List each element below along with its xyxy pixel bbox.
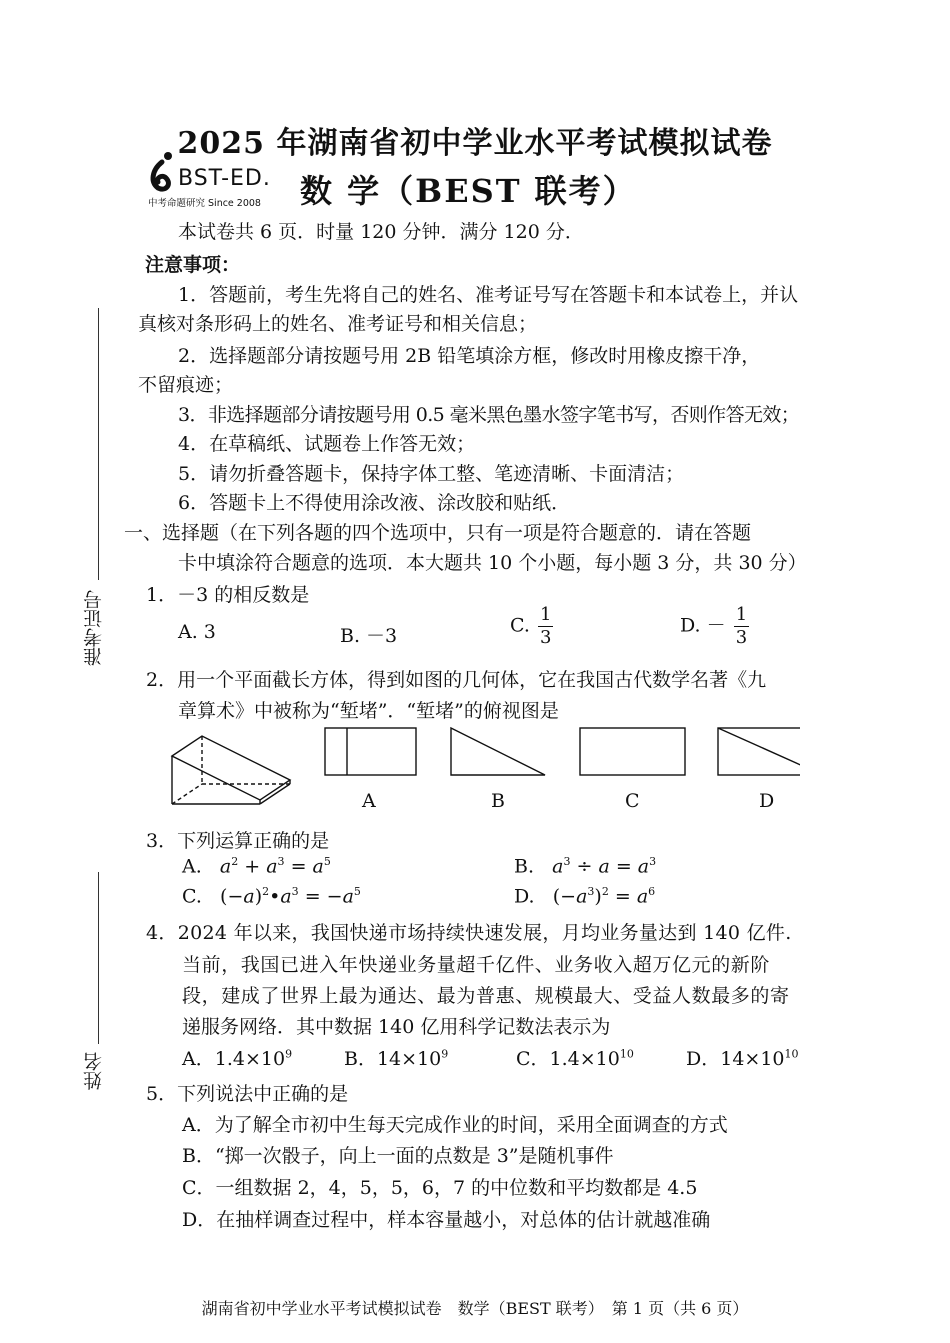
q4-line-4: 递服务网络．其中数据 140 亿用科学记数法表示为: [182, 1016, 611, 1038]
q3-option-c: C. $(-a)^2•a^3 = -a^5$: [182, 885, 361, 908]
q1-d-denominator: 3: [735, 627, 748, 648]
q4-d-exp: 10: [784, 1047, 799, 1061]
q5-option-c: C．一组数据 2，4，5，5，6，7 的中位数和平均数都是 4.5: [182, 1177, 698, 1199]
q2-stem-2: 章算术》中被称为“堑堵”．“堑堵”的俯视图是: [178, 700, 559, 722]
q4-c-exp: 10: [619, 1047, 634, 1061]
q4-option-a: [182, 1044, 292, 1071]
note-6: 6．答题卡上不得使用涂改液、涂改胶和贴纸．: [178, 492, 571, 514]
option-a-figure: [325, 728, 416, 775]
q4-a-label: A．: [182, 1048, 215, 1070]
name-line: [98, 872, 99, 1044]
q4-option-b: [344, 1044, 448, 1071]
q4-option-d: [686, 1044, 799, 1071]
q1-option-c-fraction: [538, 606, 553, 647]
q3-option-b: B. $a^3 \div a = a^3$: [514, 855, 657, 878]
q1-stem: 1．－3 的相反数是: [146, 584, 310, 606]
q5-option-d: D．在抽样调查过程中，样本容量越小，对总体的估计就越准确: [182, 1209, 711, 1231]
q4-c-label: C．: [516, 1048, 550, 1070]
q1-c-denominator: 3: [539, 627, 552, 648]
q1-option-d-fraction: [734, 606, 749, 647]
note-4: 4．在草稿纸、试题卷上作答无效；: [178, 433, 476, 455]
q2-label-a: A: [362, 790, 376, 812]
q5-option-a: A．为了解全市初中生每天完成作业的时间，采用全面调查的方式: [182, 1114, 728, 1136]
exam-number-label: 准考证号: [83, 590, 105, 666]
qiandu-solid-figure: [172, 736, 290, 804]
option-c-figure: [580, 728, 685, 775]
exam-info: 本试卷共 6 页．时量 120 分钟．满分 120 分．: [178, 221, 584, 243]
q1-option-c-label: C.: [510, 614, 530, 637]
note-2b: 不留痕迹；: [138, 374, 234, 396]
q1-option-a: A. 3: [178, 621, 216, 643]
q3-option-a: A. $a^2 + a^3 = a^5$: [182, 855, 331, 878]
q4-a-base: 1.4×10: [214, 1048, 286, 1070]
exam-number-line: [98, 308, 99, 580]
q1-option-d: [680, 606, 749, 647]
q4-b-label: B．: [344, 1048, 377, 1070]
q3-stem: 3．下列运算正确的是: [146, 830, 330, 852]
q1-d-numerator: 1: [735, 604, 748, 625]
name-label: 姓名: [83, 1052, 105, 1090]
q2-figures: [160, 722, 800, 812]
option-b-figure: [451, 728, 545, 775]
q4-option-c: [516, 1044, 634, 1071]
note-5: 5．请勿折叠答题卡，保持字体工整、笔迹清晰、卡面清洁；: [178, 463, 685, 485]
note-1b: 真核对条形码上的姓名、准考证号和相关信息；: [138, 313, 538, 335]
page-title: 2025 年湖南省初中学业水平考试模拟试卷: [177, 126, 773, 161]
q4-b-base: 14×10: [376, 1048, 442, 1070]
notice-title: 注意事项：: [145, 254, 241, 276]
q3-d-label: D.: [514, 885, 535, 908]
q1-c-numerator: 1: [539, 604, 552, 625]
option-d-figure: [718, 728, 800, 775]
logo-subtitle: 中考命题研究 Since 2008: [148, 198, 261, 209]
q2-label-c: C: [625, 790, 640, 812]
note-1a: 1．答题前，考生先将自己的姓名、准考证号写在答题卡和本试卷上，并认: [178, 284, 799, 306]
q4-d-base: 14×10: [720, 1048, 785, 1070]
q4-c-base: 1.4×10: [549, 1048, 620, 1070]
page-footer: 湖南省初中学业水平考试模拟试卷 数学（BEST 联考） 第 1 页（共 6 页）: [201, 1299, 749, 1318]
logo-mark-icon: [148, 150, 178, 194]
q2-stem-1: 2．用一个平面截长方体，得到如图的几何体，它在我国古代数学名著《九: [146, 669, 767, 691]
q4-a-exp: 9: [285, 1047, 293, 1061]
q4-line-2: 当前，我国已进入年快递业务量超千亿件、业务收入超万亿元的新阶: [182, 954, 771, 976]
q1-option-b: B. －3: [340, 625, 398, 647]
note-2a: 2．选择题部分请按题号用 2B 铅笔填涂方框，修改时用橡皮擦干净，: [178, 345, 761, 367]
q4-line-1: 4．2024 年以来，我国快递市场持续快速发展，月均业务量达到 140 亿件.: [146, 922, 792, 944]
q4-d-label: D．: [686, 1048, 721, 1070]
q2-label-d: D: [759, 790, 775, 812]
q4-line-3: 段，建成了世界上最为通达、最为普惠、规模最大、受益人数最多的寄: [182, 985, 790, 1007]
q3-b-label: B.: [514, 855, 535, 878]
q1-option-d-label: D. －: [680, 614, 726, 637]
logo-text: BST-ED.: [178, 166, 271, 191]
q5-option-b: B．“掷一次骰子，向上一面的点数是 3”是随机事件: [182, 1145, 614, 1167]
q3-a-label: A.: [182, 855, 202, 878]
section-1-heading-cont: 卡中填涂符合题意的选项．本大题共 10 个小题，每小题 3 分，共 30 分）: [178, 552, 807, 574]
note-3: 3．非选择题部分请按题号用 0.5 毫米黑色墨水签字笔书写，否则作答无效；: [178, 404, 800, 426]
q3-c-label: C.: [182, 885, 202, 908]
q1-option-c: [510, 606, 553, 647]
page-subtitle: 数 学（BEST 联考）: [300, 172, 637, 210]
q5-stem: 5．下列说法中正确的是: [146, 1083, 349, 1105]
q2-label-b: B: [491, 790, 505, 812]
q4-b-exp: 9: [441, 1047, 449, 1061]
section-1-heading: 一、选择题（在下列各题的四个选项中，只有一项是符合题意的．请在答题: [124, 522, 752, 544]
q3-option-d: D. $(-a^3)^2 = a^6$: [514, 885, 656, 908]
